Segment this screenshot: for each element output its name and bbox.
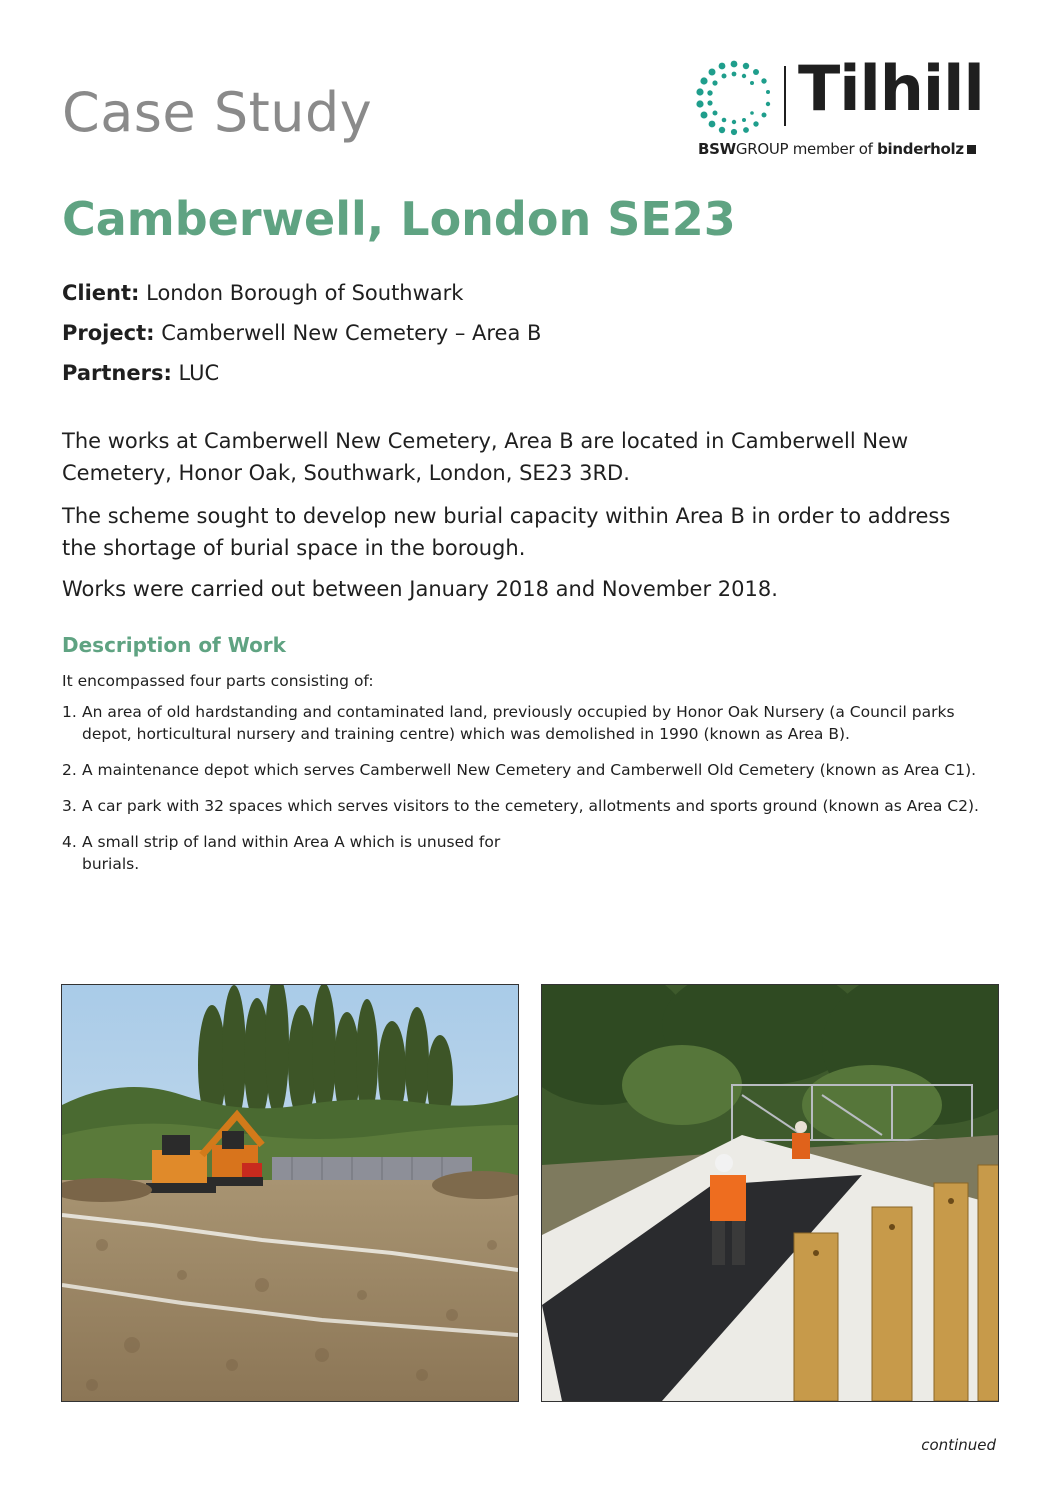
list-item: 3. A car park with 32 spaces which serves visitors to the cemetery, allotments and sports ground (known as Area C2).	[62, 797, 979, 815]
list-item: 2. A maintenance depot which serves Camberwell New Cemetery and Camberwell Old Cemetery (known as Area C1).	[62, 761, 977, 779]
site-photo-membrane	[541, 984, 999, 1402]
partners-line: Partners: LUC	[62, 361, 220, 385]
logo-divider	[784, 66, 786, 126]
logo-tagline: BSWGROUP member of binderholz	[698, 140, 976, 158]
section-heading: Description of Work	[62, 633, 286, 657]
client-line: Client: London Borough of Southwark	[62, 281, 464, 305]
continued-note: continued	[921, 1436, 996, 1454]
site-photo-excavators	[61, 984, 519, 1402]
intro-paragraph: The works at Camberwell New Cemetery, Area B are located in Camberwell New Cemetery, Honor Oak, Southwark, London, SE23 3RD.	[62, 429, 909, 485]
section-intro: It encompassed four parts consisting of:	[62, 672, 374, 690]
intro-paragraph: The scheme sought to develop new burial capacity within Area B in order to address the shortage of burial space in the borough.	[62, 504, 951, 560]
work-parts-list	[62, 701, 1002, 889]
tilhill-logo	[694, 52, 998, 158]
logo-wordmark: Tilhill	[798, 52, 984, 125]
project-line: Project: Camberwell New Cemetery – Area B	[62, 321, 542, 345]
page-title: Camberwell, London SE23	[62, 192, 736, 246]
square-mark-icon	[967, 145, 976, 154]
intro-paragraph: Works were carried out between January 2018 and November 2018.	[62, 577, 778, 601]
doc-type-heading: Case Study	[62, 81, 373, 144]
dotted-ring-logo-icon	[694, 58, 774, 138]
list-item: 1. An area of old hardstanding and contaminated land, previously occupied by Honor Oak Nursery (a Council parks depot, horticultural nursery and training centre) which was demolished in 1990 (known as Area B).	[62, 703, 955, 743]
list-item: 4. A small strip of land within Area A which is unused for burials.	[62, 833, 501, 873]
